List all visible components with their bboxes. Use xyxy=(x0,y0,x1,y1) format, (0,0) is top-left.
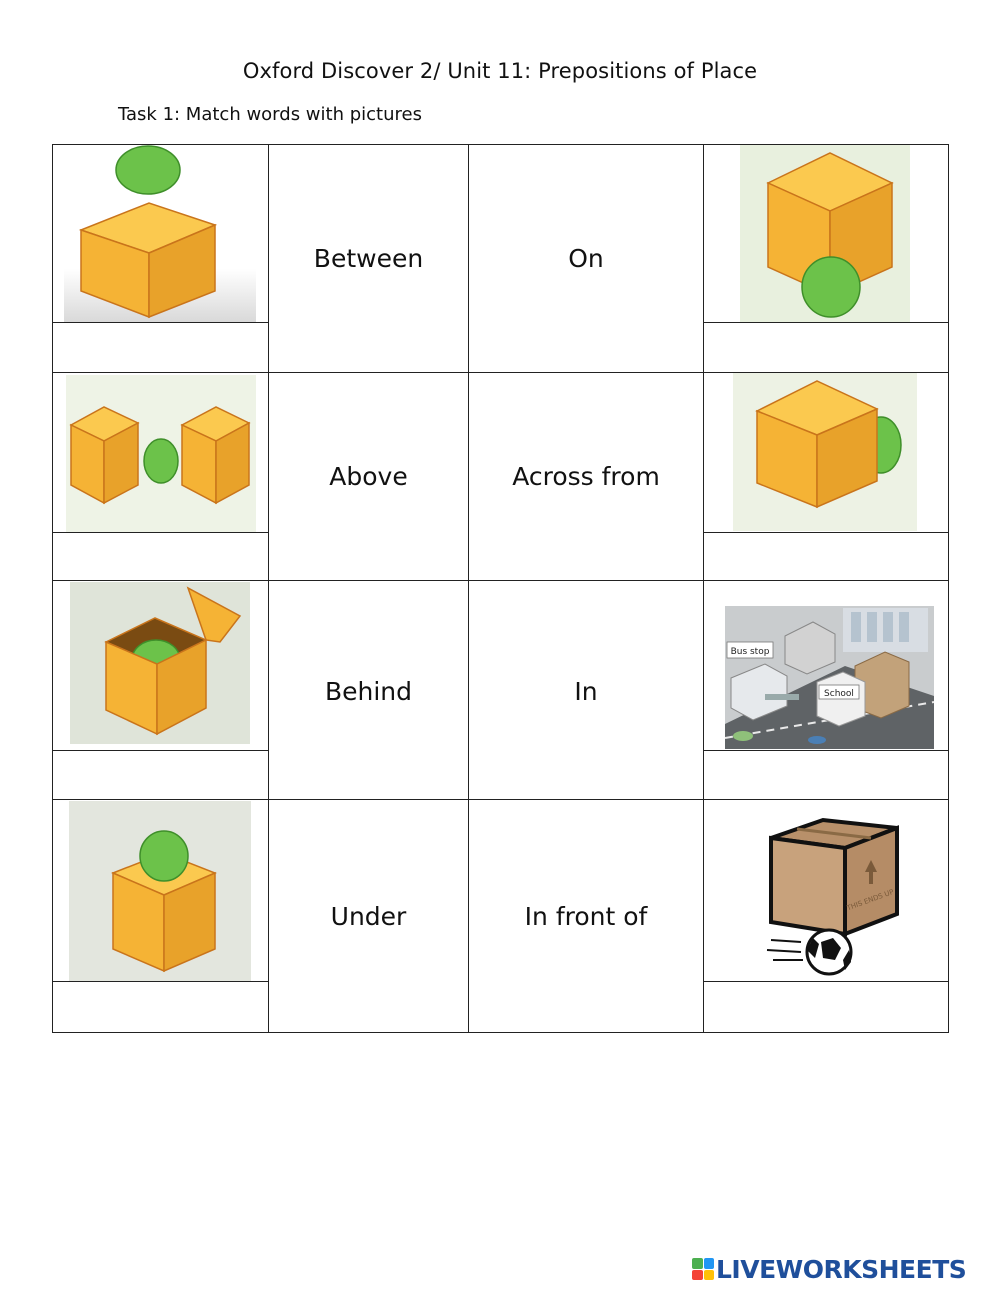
row-divider xyxy=(52,580,949,581)
answer-box-right-2[interactable] xyxy=(704,533,948,580)
word-card[interactable]: In xyxy=(574,677,598,706)
box-print: THIS ENDS UP xyxy=(845,887,895,913)
word-card[interactable]: Between xyxy=(313,244,424,273)
answer-box-left-2[interactable] xyxy=(53,533,268,580)
picture-ball-between-cubes xyxy=(66,375,256,532)
brand-name: LIVEWORKSHEETS xyxy=(716,1254,967,1284)
matching-table xyxy=(52,144,949,1033)
picture-ball-on-cube xyxy=(69,801,251,981)
answer-box-right-4[interactable] xyxy=(704,982,948,1032)
word-card[interactable]: Under xyxy=(330,902,407,931)
page-title: Oxford Discover 2/ Unit 11: Prepositions of Place xyxy=(242,59,758,83)
table-divider xyxy=(703,144,704,1033)
word-card[interactable]: Behind xyxy=(324,677,413,706)
table-border-right xyxy=(948,144,949,1033)
word-card[interactable]: On xyxy=(568,244,604,273)
word-card[interactable]: Across from xyxy=(512,462,660,491)
table-border-bottom xyxy=(52,1032,949,1033)
answer-box-right-1[interactable] xyxy=(704,323,948,372)
answer-box-right-3[interactable] xyxy=(704,751,948,799)
table-divider xyxy=(468,144,469,1033)
school-label: School xyxy=(824,689,854,699)
picture-ball-in-box xyxy=(70,582,250,744)
table-divider xyxy=(268,144,269,1033)
picture-street-map xyxy=(725,606,934,749)
picture-ball-behind-cube xyxy=(733,373,917,531)
word-card[interactable]: Above xyxy=(329,462,408,491)
picture-ball-above-cube xyxy=(64,145,256,322)
picture-box-on-soccer-ball xyxy=(763,810,903,978)
answer-box-left-1[interactable] xyxy=(53,323,268,372)
answer-box-left-3[interactable] xyxy=(53,751,268,799)
picture-ball-in-front-of-cube xyxy=(740,145,910,322)
brand-mark-icon xyxy=(692,1258,714,1280)
answer-box-left-4[interactable] xyxy=(53,982,268,1032)
table-border-left xyxy=(52,144,53,1033)
word-card[interactable]: In front of xyxy=(524,902,648,931)
liveworksheets-logo xyxy=(692,1254,966,1284)
row-divider xyxy=(52,799,949,800)
task-instruction: Task 1: Match words with pictures xyxy=(118,104,422,125)
bus-stop-label: Bus stop xyxy=(730,647,770,657)
